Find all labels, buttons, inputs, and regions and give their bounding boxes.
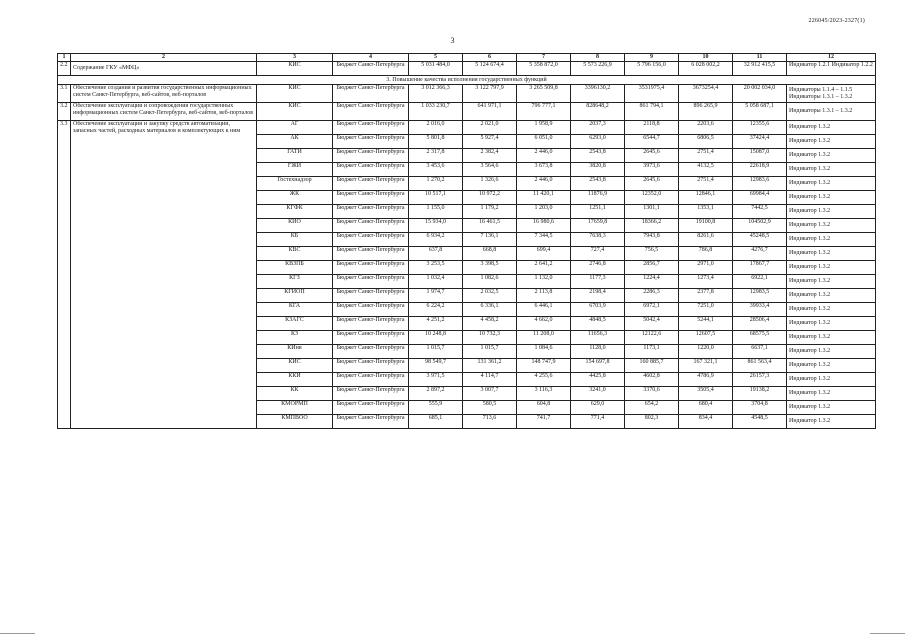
value-cell: 98 549,7 xyxy=(409,359,463,373)
value-cell: 5 796 156,0 xyxy=(625,62,679,76)
value-cell: 629,0 xyxy=(571,401,625,415)
value-cell: 6544,7 xyxy=(625,135,679,149)
value-cell: 5042,4 xyxy=(625,317,679,331)
value-cell: 16 980,6 xyxy=(517,219,571,233)
value-cell: 167 321,1 xyxy=(679,359,733,373)
funding-source: Бюджет Санкт-Петербурга xyxy=(333,261,409,275)
org-code: КК xyxy=(257,387,333,401)
activity-description: Содержание ГКУ «МФЦ» xyxy=(71,62,257,76)
indicator-cell: Индикатор 1.3.2 xyxy=(787,219,876,233)
value-cell: 1 203,0 xyxy=(517,205,571,219)
value-cell: 6703,9 xyxy=(571,303,625,317)
value-cell: 3 265 509,8 xyxy=(517,85,571,103)
org-code: ГЖИ xyxy=(257,163,333,177)
value-cell: 1 155,0 xyxy=(409,205,463,219)
funding-source: Бюджет Санкт-Петербурга xyxy=(333,289,409,303)
value-cell: 3 564,6 xyxy=(463,163,517,177)
value-cell: 6 934,2 xyxy=(409,233,463,247)
value-cell: 3 971,5 xyxy=(409,373,463,387)
total-cell: 19138,2 xyxy=(733,387,787,401)
value-cell: 6 224,2 xyxy=(409,303,463,317)
header-cell: 12 xyxy=(787,54,876,62)
page-number: 3 xyxy=(450,36,455,45)
value-cell: 12352,0 xyxy=(625,191,679,205)
total-cell: 12983,5 xyxy=(733,289,787,303)
org-code: АК xyxy=(257,135,333,149)
value-cell: 771,4 xyxy=(571,415,625,429)
value-cell: 1173,1 xyxy=(625,345,679,359)
value-cell: 641 971,1 xyxy=(463,103,517,121)
value-cell: 5 124 674,4 xyxy=(463,62,517,76)
total-cell: 7442,5 xyxy=(733,205,787,219)
value-cell: 796 777,1 xyxy=(517,103,571,121)
value-cell: 2 317,8 xyxy=(409,149,463,163)
funding-source: Бюджет Санкт-Петербурга xyxy=(333,387,409,401)
total-cell: 17867,7 xyxy=(733,261,787,275)
section-title: 3. Повышение качества исполнения государственных функций xyxy=(58,76,876,85)
value-cell: 7943,8 xyxy=(625,233,679,247)
value-cell: 1220,0 xyxy=(679,345,733,359)
value-cell: 3396130,2 xyxy=(571,85,625,103)
value-cell: 5 927,4 xyxy=(463,135,517,149)
indicator-cell: Индикатор 1.3.2 xyxy=(787,289,876,303)
header-cell: 5 xyxy=(409,54,463,62)
funding-source: Бюджет Санкт-Петербурга xyxy=(333,85,409,103)
total-cell: 12355,6 xyxy=(733,121,787,135)
value-cell: 2543,8 xyxy=(571,149,625,163)
indicator-cell: Индикатор 1.3.2 xyxy=(787,177,876,191)
indicator-cell: Индикатор 1.3.2 xyxy=(787,401,876,415)
value-cell: 1 015,7 xyxy=(463,345,517,359)
indicator-cell: Индикатор 1.3.2 xyxy=(787,303,876,317)
value-cell: 11 420,1 xyxy=(517,191,571,205)
total-cell: 26157,3 xyxy=(733,373,787,387)
value-cell: 10 972,2 xyxy=(463,191,517,205)
value-cell: 6 336,1 xyxy=(463,303,517,317)
value-cell: 4 251,2 xyxy=(409,317,463,331)
table-row xyxy=(58,85,876,103)
value-cell: 6972,1 xyxy=(625,303,679,317)
org-code: КИС xyxy=(257,103,333,121)
total-cell: 4276,7 xyxy=(733,247,787,261)
indicator-cell: Индикатор 1.3.2 xyxy=(787,331,876,345)
value-cell: 699,4 xyxy=(517,247,571,261)
value-cell: 896 265,9 xyxy=(679,103,733,121)
value-cell: 4848,5 xyxy=(571,317,625,331)
value-cell: 685,1 xyxy=(409,415,463,429)
total-cell: 12983,6 xyxy=(733,177,787,191)
value-cell: 131 361,2 xyxy=(463,359,517,373)
program-table xyxy=(57,53,876,429)
value-cell: 3 673,8 xyxy=(517,163,571,177)
value-cell: 160 885,7 xyxy=(625,359,679,373)
org-code: КИО xyxy=(257,219,333,233)
activity-description: Обеспечение создания и развития государственных информационных систем Санкт-Петербурга, веб-сайтов, веб-порталов xyxy=(71,85,257,103)
value-cell: 7 136,1 xyxy=(463,233,517,247)
value-cell: 2971,0 xyxy=(679,261,733,275)
org-code: КВЗПБ xyxy=(257,261,333,275)
funding-source: Бюджет Санкт-Петербурга xyxy=(333,373,409,387)
value-cell: 4786,9 xyxy=(679,373,733,387)
value-cell: 2645,6 xyxy=(625,177,679,191)
funding-source: Бюджет Санкт-Петербурга xyxy=(333,219,409,233)
value-cell: 727,4 xyxy=(571,247,625,261)
value-cell: 148 747,9 xyxy=(517,359,571,373)
value-cell: 3 398,5 xyxy=(463,261,517,275)
value-cell: 1 033 230,7 xyxy=(409,103,463,121)
value-cell: 4 458,2 xyxy=(463,317,517,331)
value-cell: 2543,8 xyxy=(571,177,625,191)
org-code: Гостехнадзор xyxy=(257,177,333,191)
org-code: КГЗ xyxy=(257,275,333,289)
document-id: 226045/2023-2327(1) xyxy=(808,18,865,24)
value-cell: 1 132,0 xyxy=(517,275,571,289)
value-cell: 2 032,5 xyxy=(463,289,517,303)
value-cell: 1 015,7 xyxy=(409,345,463,359)
value-cell: 1 082,6 xyxy=(463,275,517,289)
header-cell: 11 xyxy=(733,54,787,62)
value-cell: 16 461,5 xyxy=(463,219,517,233)
value-cell: 5 573 226,9 xyxy=(571,62,625,76)
row-number: 2.2 xyxy=(58,62,71,76)
value-cell: 668,8 xyxy=(463,247,517,261)
indicator-cell: Индикатор 1.3.2 xyxy=(787,345,876,359)
value-cell: 3 453,6 xyxy=(409,163,463,177)
value-cell: 10 248,8 xyxy=(409,331,463,345)
header-cell: 8 xyxy=(571,54,625,62)
value-cell: 12607,5 xyxy=(679,331,733,345)
value-cell: 1224,4 xyxy=(625,275,679,289)
header-cell: 7 xyxy=(517,54,571,62)
value-cell: 1177,3 xyxy=(571,275,625,289)
value-cell: 4425,8 xyxy=(571,373,625,387)
value-cell: 3531975,4 xyxy=(625,85,679,103)
value-cell: 4602,8 xyxy=(625,373,679,387)
value-cell: 2 113,8 xyxy=(517,289,571,303)
header-cell: 6 xyxy=(463,54,517,62)
value-cell: 17659,8 xyxy=(571,219,625,233)
value-cell: 802,3 xyxy=(625,415,679,429)
total-cell: 22618,9 xyxy=(733,163,787,177)
org-code: АГ xyxy=(257,121,333,135)
activity-description: Обеспечение эксплуатации и закупку средств автоматизации, запасных частей, расходных материалов и комплектующих к ним xyxy=(71,121,257,429)
value-cell: 2037,3 xyxy=(571,121,625,135)
value-cell: 2 016,0 xyxy=(409,121,463,135)
funding-source: Бюджет Санкт-Петербурга xyxy=(333,62,409,76)
indicator-cell: Индикатор 1.3.2 xyxy=(787,415,876,429)
value-cell: 1 270,2 xyxy=(409,177,463,191)
value-cell: 786,8 xyxy=(679,247,733,261)
indicator-cell: Индикатор 1.3.2 xyxy=(787,205,876,219)
value-cell: 6806,5 xyxy=(679,135,733,149)
org-code: КГФК xyxy=(257,205,333,219)
value-cell: 2856,7 xyxy=(625,261,679,275)
indicator-cell: Индикатор 1.3.2 xyxy=(787,121,876,135)
total-cell: 28506,4 xyxy=(733,317,787,331)
indicator-cell: Индикатор 1.3.2 xyxy=(787,261,876,275)
value-cell: 861 794,1 xyxy=(625,103,679,121)
indicator-cell: Индикатор 1.3.2 xyxy=(787,387,876,401)
funding-source: Бюджет Санкт-Петербурга xyxy=(333,247,409,261)
value-cell: 2 382,4 xyxy=(463,149,517,163)
total-cell: 6922,1 xyxy=(733,275,787,289)
value-cell: 3 012 366,3 xyxy=(409,85,463,103)
indicator-cell: Индикатор 1.3.2 xyxy=(787,191,876,205)
value-cell: 7251,0 xyxy=(679,303,733,317)
org-code: КЗ xyxy=(257,331,333,345)
value-cell: 10 732,3 xyxy=(463,331,517,345)
value-cell: 3673254,4 xyxy=(679,85,733,103)
value-cell: 654,2 xyxy=(625,401,679,415)
value-cell: 604,8 xyxy=(517,401,571,415)
value-cell: 19100,8 xyxy=(679,219,733,233)
value-cell: 1128,0 xyxy=(571,345,625,359)
total-cell: 5 058 687,1 xyxy=(733,103,787,121)
total-cell: 69984,4 xyxy=(733,191,787,205)
value-cell: 154 697,8 xyxy=(571,359,625,373)
org-code: КИС xyxy=(257,359,333,373)
value-cell: 1273,4 xyxy=(679,275,733,289)
value-cell: 1 084,6 xyxy=(517,345,571,359)
org-code: ЖК xyxy=(257,191,333,205)
value-cell: 3 122 797,9 xyxy=(463,85,517,103)
indicator-cell: Индикатор 1.3.2 xyxy=(787,247,876,261)
funding-source: Бюджет Санкт-Петербурга xyxy=(333,177,409,191)
funding-source: Бюджет Санкт-Петербурга xyxy=(333,135,409,149)
page-edge-line xyxy=(870,633,905,634)
value-cell: 10 517,1 xyxy=(409,191,463,205)
header-cell: 9 xyxy=(625,54,679,62)
value-cell: 2 446,0 xyxy=(517,177,571,191)
value-cell: 5 801,8 xyxy=(409,135,463,149)
total-cell: 32 912 415,5 xyxy=(733,62,787,76)
header-cell: 1 xyxy=(58,54,71,62)
value-cell: 1353,1 xyxy=(679,205,733,219)
header-row xyxy=(58,54,876,62)
org-code: КВС xyxy=(257,247,333,261)
value-cell: 3370,6 xyxy=(625,387,679,401)
funding-source: Бюджет Санкт-Петербурга xyxy=(333,401,409,415)
value-cell: 2 021,0 xyxy=(463,121,517,135)
value-cell: 834,4 xyxy=(679,415,733,429)
value-cell: 2 641,2 xyxy=(517,261,571,275)
indicator-cell: Индикатор 1.3.2 xyxy=(787,373,876,387)
org-code: КМПВОО xyxy=(257,415,333,429)
value-cell: 1251,1 xyxy=(571,205,625,219)
funding-source: Бюджет Санкт-Петербурга xyxy=(333,415,409,429)
org-code: КГИОП xyxy=(257,289,333,303)
total-cell: 15087,0 xyxy=(733,149,787,163)
funding-source: Бюджет Санкт-Петербурга xyxy=(333,317,409,331)
funding-source: Бюджет Санкт-Петербурга xyxy=(333,103,409,121)
total-cell: 6637,1 xyxy=(733,345,787,359)
funding-source: Бюджет Санкт-Петербурга xyxy=(333,303,409,317)
row-number: 3.2 xyxy=(58,103,71,121)
value-cell: 6293,0 xyxy=(571,135,625,149)
value-cell: 5 358 872,0 xyxy=(517,62,571,76)
row-number: 3.1 xyxy=(58,85,71,103)
value-cell: 3973,6 xyxy=(625,163,679,177)
value-cell: 4 114,7 xyxy=(463,373,517,387)
value-cell: 1 974,7 xyxy=(409,289,463,303)
value-cell: 6 028 002,2 xyxy=(679,62,733,76)
value-cell: 680,4 xyxy=(679,401,733,415)
funding-source: Бюджет Санкт-Петербурга xyxy=(333,359,409,373)
indicator-cell: Индикатор 1.3.2 xyxy=(787,233,876,247)
header-cell: 10 xyxy=(679,54,733,62)
header-cell: 2 xyxy=(71,54,257,62)
value-cell: 1 958,9 xyxy=(517,121,571,135)
value-cell: 5244,1 xyxy=(679,317,733,331)
table-row xyxy=(58,103,876,121)
value-cell: 741,7 xyxy=(517,415,571,429)
value-cell: 2746,8 xyxy=(571,261,625,275)
table-row xyxy=(58,121,876,135)
org-code: КИС xyxy=(257,62,333,76)
indicator-cell: Индикатор 1.3.2 xyxy=(787,275,876,289)
value-cell: 1 326,6 xyxy=(463,177,517,191)
funding-source: Бюджет Санкт-Петербурга xyxy=(333,191,409,205)
indicator-cell: Индикаторы 1.1.4 – 1.1.5 Индикаторы 1.3.1 – 1.3.2 xyxy=(787,85,876,103)
value-cell: 18366,2 xyxy=(625,219,679,233)
value-cell: 4 255,6 xyxy=(517,373,571,387)
value-cell: 2377,8 xyxy=(679,289,733,303)
value-cell: 3820,8 xyxy=(571,163,625,177)
value-cell: 1 032,4 xyxy=(409,275,463,289)
total-cell: 3704,8 xyxy=(733,401,787,415)
value-cell: 11656,3 xyxy=(571,331,625,345)
org-code: КБ xyxy=(257,233,333,247)
funding-source: Бюджет Санкт-Петербурга xyxy=(333,233,409,247)
value-cell: 7 344,5 xyxy=(517,233,571,247)
value-cell: 2 446,0 xyxy=(517,149,571,163)
funding-source: Бюджет Санкт-Петербурга xyxy=(333,121,409,135)
indicator-cell: Индикатор 1.3.2 xyxy=(787,317,876,331)
value-cell: 5 031 484,0 xyxy=(409,62,463,76)
org-code: ГАТИ xyxy=(257,149,333,163)
value-cell: 3241,0 xyxy=(571,387,625,401)
value-cell: 3505,4 xyxy=(679,387,733,401)
value-cell: 2 897,2 xyxy=(409,387,463,401)
value-cell: 2118,8 xyxy=(625,121,679,135)
indicator-cell: Индикатор 1.3.2 xyxy=(787,149,876,163)
total-cell: 68575,5 xyxy=(733,331,787,345)
value-cell: 555,9 xyxy=(409,401,463,415)
total-cell: 861 563,4 xyxy=(733,359,787,373)
page-edge-line xyxy=(0,633,35,634)
value-cell: 4 662,0 xyxy=(517,317,571,331)
value-cell: 7638,3 xyxy=(571,233,625,247)
total-cell: 45248,5 xyxy=(733,233,787,247)
total-cell: 4548,5 xyxy=(733,415,787,429)
indicator-cell: Индикаторы 1.3.1 – 1.3.2 xyxy=(787,103,876,121)
value-cell: 8261,6 xyxy=(679,233,733,247)
activity-description: Обеспечение эксплуатации и сопровождения государственных информационных систем Санкт-Петербурга, веб-сайтов, веб-порталов xyxy=(71,103,257,121)
org-code: КИнв xyxy=(257,345,333,359)
indicator-cell: Индикатор 1.3.2 xyxy=(787,359,876,373)
total-cell: 37424,4 xyxy=(733,135,787,149)
value-cell: 15 934,0 xyxy=(409,219,463,233)
value-cell: 713,6 xyxy=(463,415,517,429)
total-cell: 39933,4 xyxy=(733,303,787,317)
total-cell: 104502,9 xyxy=(733,219,787,233)
value-cell: 2751,4 xyxy=(679,177,733,191)
value-cell: 580,5 xyxy=(463,401,517,415)
value-cell: 6 051,0 xyxy=(517,135,571,149)
value-cell: 1 179,2 xyxy=(463,205,517,219)
org-code: КМОРМП xyxy=(257,401,333,415)
header-cell: 3 xyxy=(257,54,333,62)
value-cell: 2751,4 xyxy=(679,149,733,163)
total-cell: 20 002 034,0 xyxy=(733,85,787,103)
value-cell: 3 253,5 xyxy=(409,261,463,275)
section-header-row xyxy=(58,76,876,85)
table-row xyxy=(58,62,876,76)
funding-source: Бюджет Санкт-Петербурга xyxy=(333,149,409,163)
value-cell: 2645,6 xyxy=(625,149,679,163)
value-cell: 3 116,3 xyxy=(517,387,571,401)
value-cell: 1301,1 xyxy=(625,205,679,219)
value-cell: 6 446,1 xyxy=(517,303,571,317)
value-cell: 828648,2 xyxy=(571,103,625,121)
org-code: ККИ xyxy=(257,373,333,387)
value-cell: 756,5 xyxy=(625,247,679,261)
funding-source: Бюджет Санкт-Петербурга xyxy=(333,331,409,345)
value-cell: 4132,5 xyxy=(679,163,733,177)
value-cell: 3 007,7 xyxy=(463,387,517,401)
value-cell: 2198,4 xyxy=(571,289,625,303)
funding-source: Бюджет Санкт-Петербурга xyxy=(333,275,409,289)
value-cell: 12122,6 xyxy=(625,331,679,345)
value-cell: 11 208,0 xyxy=(517,331,571,345)
indicator-cell: Индикатор 1.3.2 xyxy=(787,135,876,149)
indicator-cell: Индикатор 1.3.2 xyxy=(787,163,876,177)
indicator-cell: Индикатор 1.2.1 Индикатор 1.2.2 xyxy=(787,62,876,76)
value-cell: 11876,9 xyxy=(571,191,625,205)
value-cell: 2203,6 xyxy=(679,121,733,135)
org-code: КГА xyxy=(257,303,333,317)
value-cell: 12846,1 xyxy=(679,191,733,205)
row-number: 3.3 xyxy=(58,121,71,429)
header-cell: 4 xyxy=(333,54,409,62)
org-code: КИС xyxy=(257,85,333,103)
value-cell: 2286,3 xyxy=(625,289,679,303)
funding-source: Бюджет Санкт-Петербурга xyxy=(333,205,409,219)
org-code: КЗАГС xyxy=(257,317,333,331)
value-cell: 637,8 xyxy=(409,247,463,261)
funding-source: Бюджет Санкт-Петербурга xyxy=(333,163,409,177)
funding-source: Бюджет Санкт-Петербурга xyxy=(333,345,409,359)
